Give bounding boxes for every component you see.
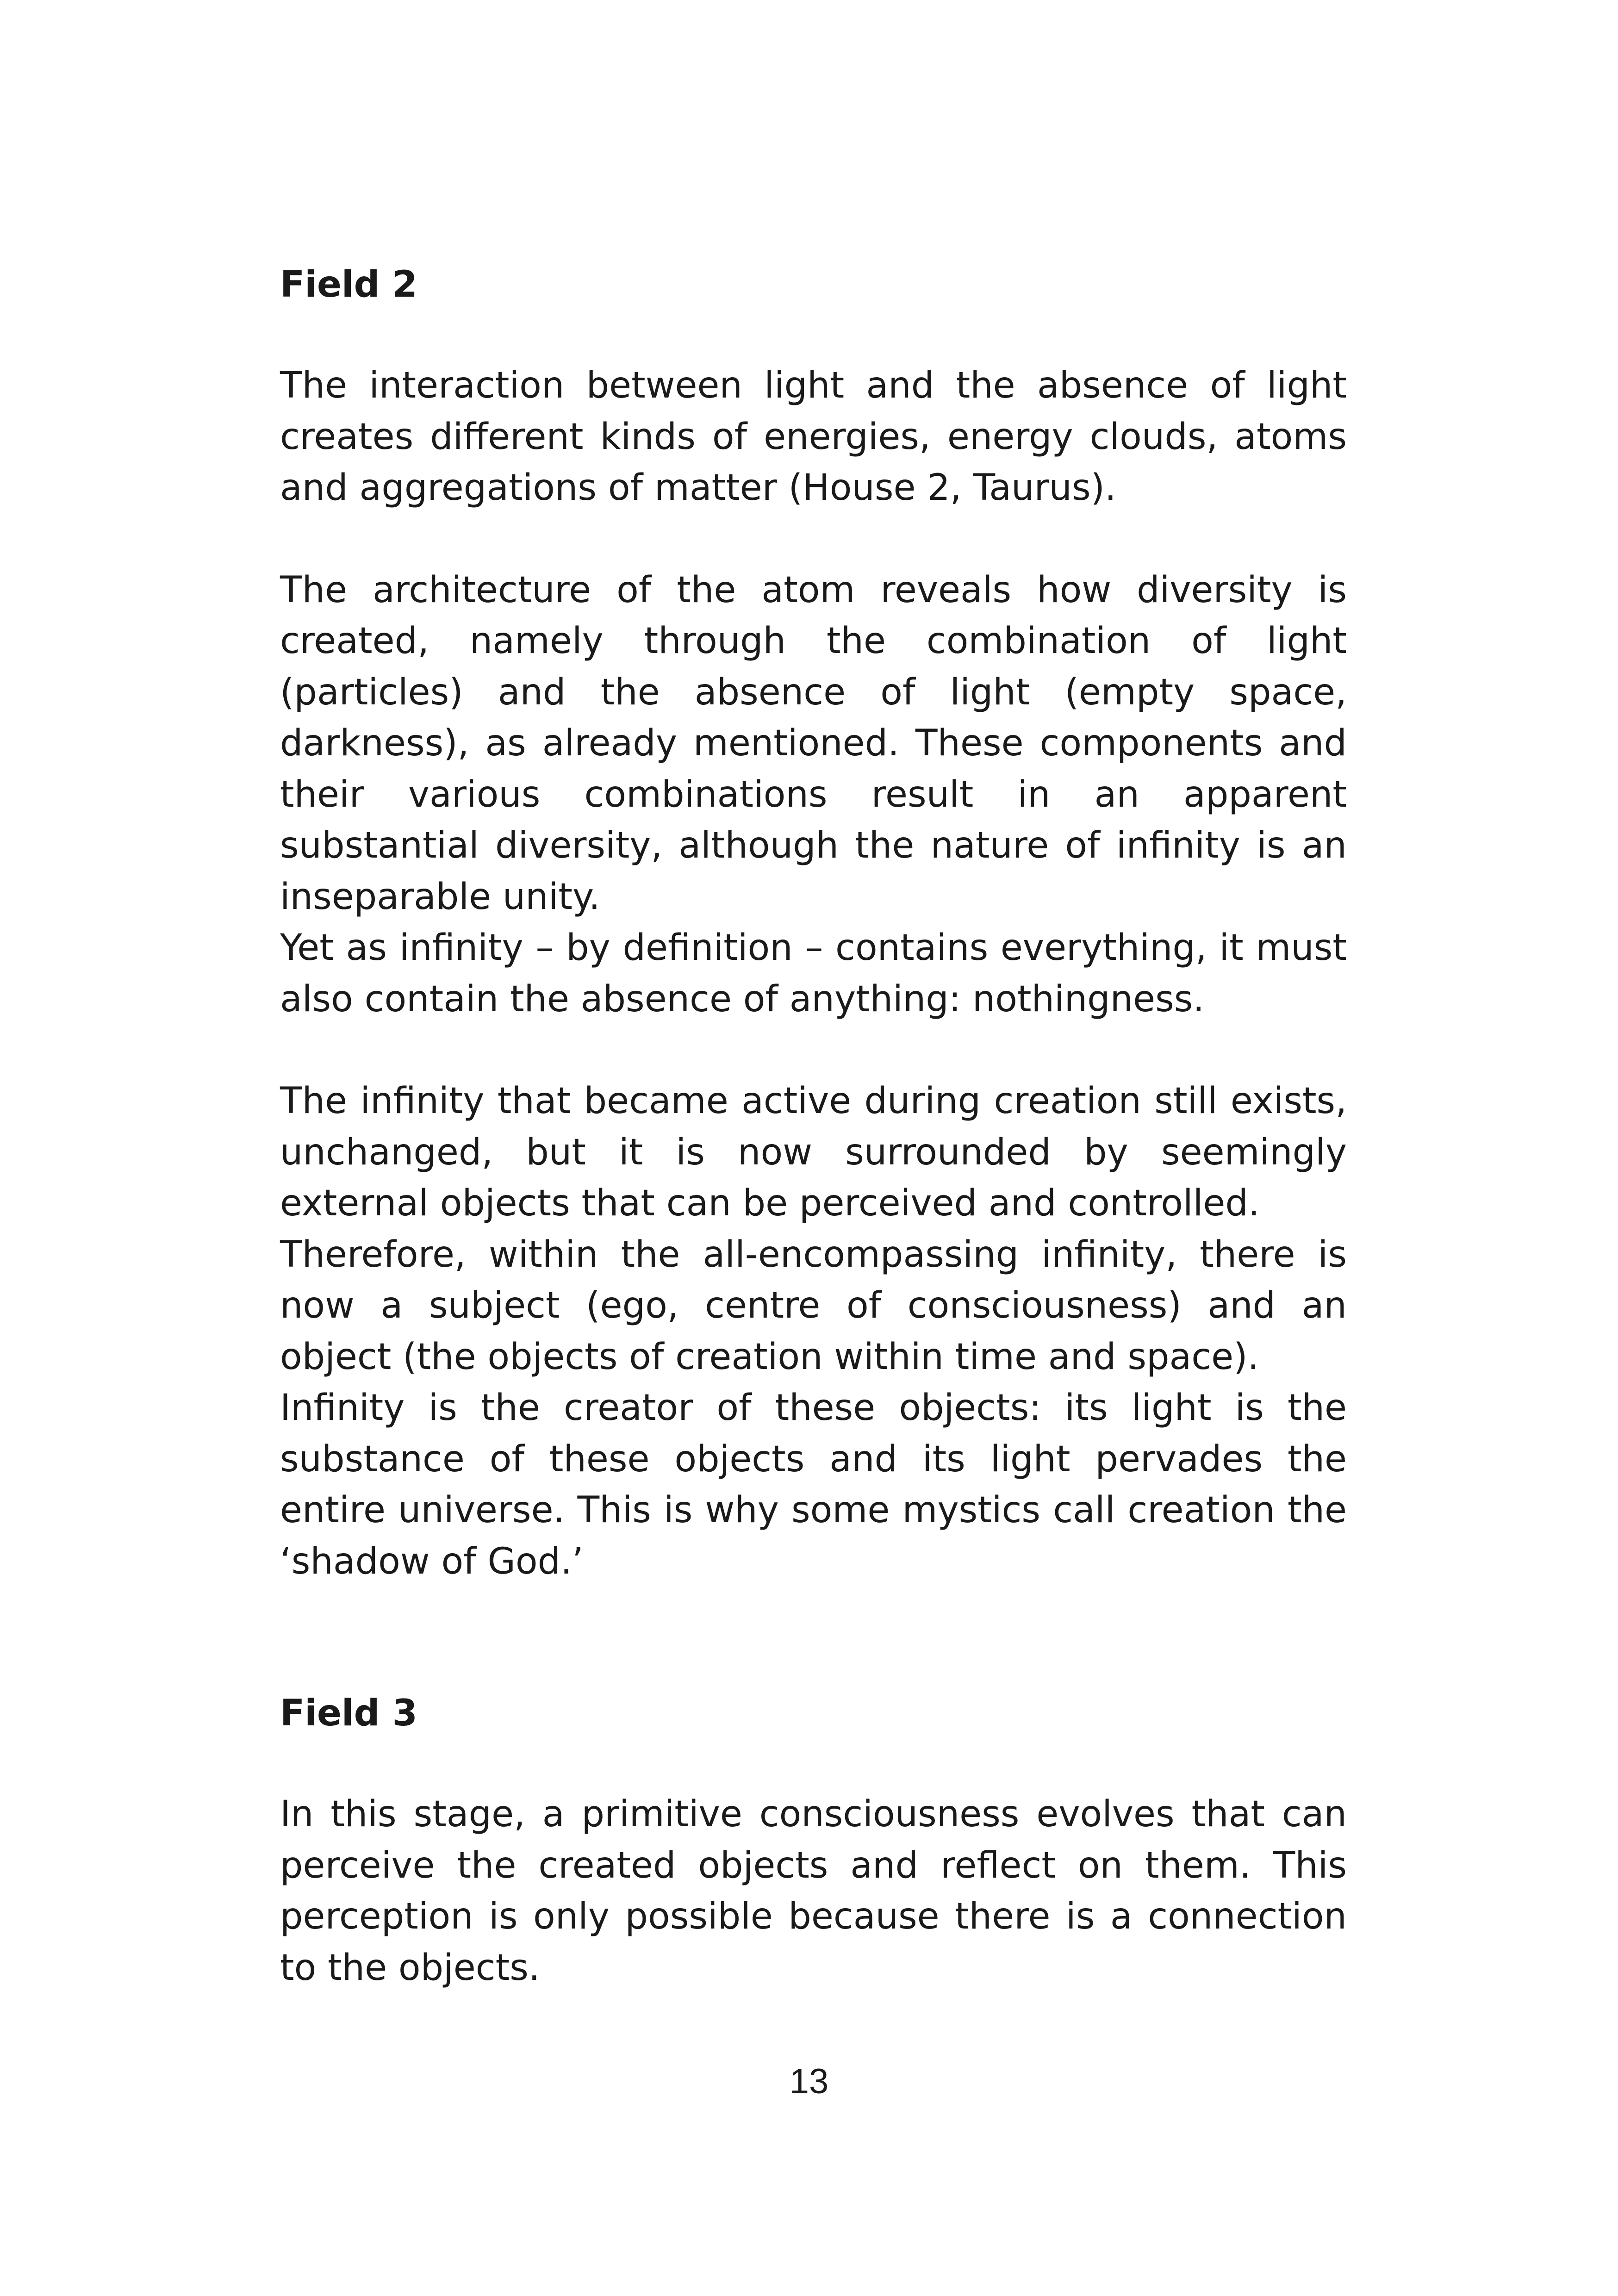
paragraph: The architecture of the atom reveals how diversity is created, namely through the combination of light (particles) and the absence of light (empty space, darkness), as already mentioned. These components and their various combinations result in an apparent substantial diversity, although the nature of infinity is an inseparable unity. [280, 569, 1347, 918]
section-heading-field-3: Field 3 [280, 1692, 417, 1734]
page-number: 13 [789, 2062, 829, 2101]
paragraph: Infinity is the creator of these objects: its light is the substance of these objects and its light pervades the entire universe. This is why some mystics call creation the ‘shadow of God.’ [280, 1387, 1347, 1582]
section-heading-field-2: Field 2 [280, 264, 417, 305]
paragraph: Yet as infinity – by definition – contains everything, it must also contain the absence of anything: nothingness. [280, 927, 1347, 1020]
paragraph: In this stage, a primitive consciousness evolves that can perceive the created objects and reflect on them. This perception is only possible because there is a connection to the objects. [280, 1793, 1347, 1989]
paragraph: Therefore, within the all-encompassing infinity, there is now a subject (ego, centre of consciousness) and an object (the objects of creation within time and space). [280, 1233, 1347, 1378]
paragraph: The interaction between light and the absence of light creates different kinds of energies, energy clouds, atoms and aggregations of matter (House 2, Taurus). [280, 365, 1347, 509]
page-content [280, 259, 1347, 1993]
paragraph: The infinity that became active during creation still exists, unchanged, but it is now surrounded by seemingly external objects that can be perceived and controlled. [280, 1080, 1347, 1224]
